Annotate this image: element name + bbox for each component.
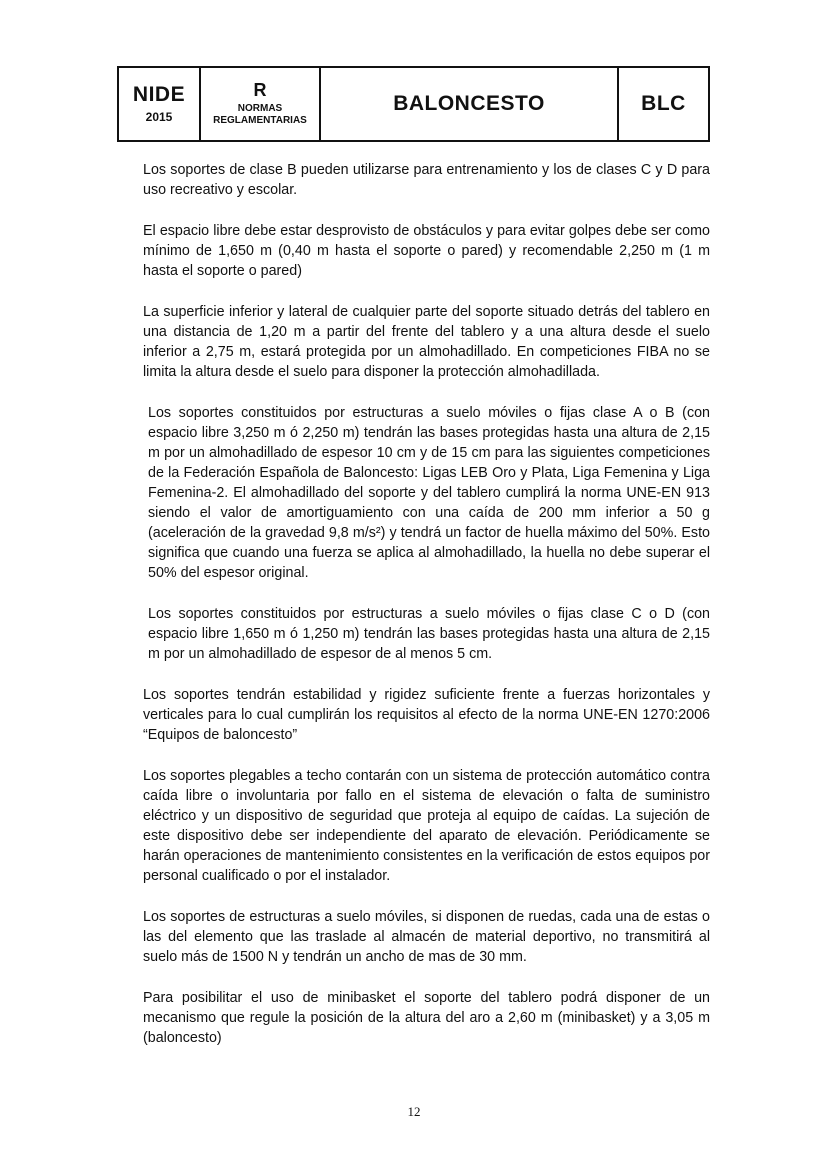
paragraph: Los soportes constituidos por estructuras a suelo móviles o fijas clase C o D (con espacio libre 1,650 m ó 1,250 m) tendrán las bases protegidas hasta una altura de 2,15 m por un almohadillado de espesor de al menos 5 cm. bbox=[148, 606, 710, 662]
document-body bbox=[143, 160, 710, 1069]
paragraph: La superficie inferior y lateral de cualquier parte del soporte situado detrás del tablero en una distancia de 1,20 m a partir del frente del tablero y a una altura desde el suelo inferior a 2,75 m, estará protegida por un almohadillado. En competiciones FIBA no se limita la altura desde el suelo para disponer la protección almohadillada. bbox=[143, 304, 710, 380]
header-letter: R bbox=[253, 80, 267, 100]
paragraph: El espacio libre debe estar desprovisto de obstáculos y para evitar golpes debe ser como mínimo de 1,650 m (0,40 m hasta el soporte o pared) y recomendable 2,250 m (1 m hasta el soporte o pared) bbox=[143, 223, 710, 279]
document-header bbox=[117, 66, 710, 142]
header-title-cell bbox=[321, 68, 619, 140]
header-year: 2015 bbox=[145, 110, 173, 124]
page-number: 12 bbox=[407, 1104, 421, 1119]
paragraph: Los soportes constituidos por estructuras a suelo móviles o fijas clase A o B (con espacio libre 3,250 m ó 2,250 m) tendrán las bases protegidas hasta una altura de 2,15 m por un almohadillado de espesor 10 cm y de 15 cm para las siguientes competiciones de la Federación Española de Baloncesto: Ligas LEB Oro y Plata, Liga Femenina y Liga Femenina-2. El almohadillado del soporte y del tablero cumplirá la norma UNE-EN 913 siendo el valor de amortiguamiento con una caída de 200 mm inferior a 50 g (aceleración de la gravedad 9,8 m/s²) y tendrá un factor de huella máximo del 50%. Esto significa que cuando una fuerza se aplica al almohadillado, la huella no debe superar el 50% del espesor original. bbox=[148, 405, 710, 581]
header-nide: NIDE bbox=[132, 83, 186, 106]
header-subtitle-line1: NORMAS bbox=[237, 103, 283, 114]
header-nide-cell bbox=[119, 68, 201, 140]
header-subtitle-line2: REGLAMENTARIAS bbox=[213, 115, 307, 126]
header-title: BALONCESTO bbox=[393, 92, 545, 115]
header-section-cell bbox=[201, 68, 321, 140]
paragraph: Los soportes tendrán estabilidad y rigidez suficiente frente a fuerzas horizontales y verticales para lo cual cumplirán los requisitos al efecto de la norma UNE-EN 1270:2006 “Equipos de baloncesto” bbox=[143, 687, 710, 743]
paragraph: Los soportes de estructuras a suelo móviles, si disponen de ruedas, cada una de estas o las del elemento que las traslade al almacén de material deportivo, no transmitirá al suelo más de 1500 N y tendrán un ancho de mas de 30 mm. bbox=[143, 909, 710, 965]
header-code: BLC bbox=[641, 92, 686, 115]
paragraph: Los soportes de clase B pueden utilizarse para entrenamiento y los de clases C y D para uso recreativo y escolar. bbox=[143, 162, 710, 198]
paragraph: Para posibilitar el uso de minibasket el soporte del tablero podrá disponer de un mecanismo que regule la posición de la altura del aro a 2,60 m (minibasket) y a 3,05 m (baloncesto) bbox=[143, 990, 710, 1046]
header-code-cell bbox=[619, 68, 708, 140]
paragraph: Los soportes plegables a techo contarán con un sistema de protección automático contra caída libre o involuntaria por fallo en el sistema de elevación o falta de suministro eléctrico y un dispositivo de seguridad que proteja al equipo de caídas. La sujeción de este dispositivo debe ser independiente del aparato de elevación. Periódicamente se harán operaciones de mantenimiento consistentes en la verificación de estos equipos por personal cualificado o por el instalador. bbox=[143, 768, 710, 884]
